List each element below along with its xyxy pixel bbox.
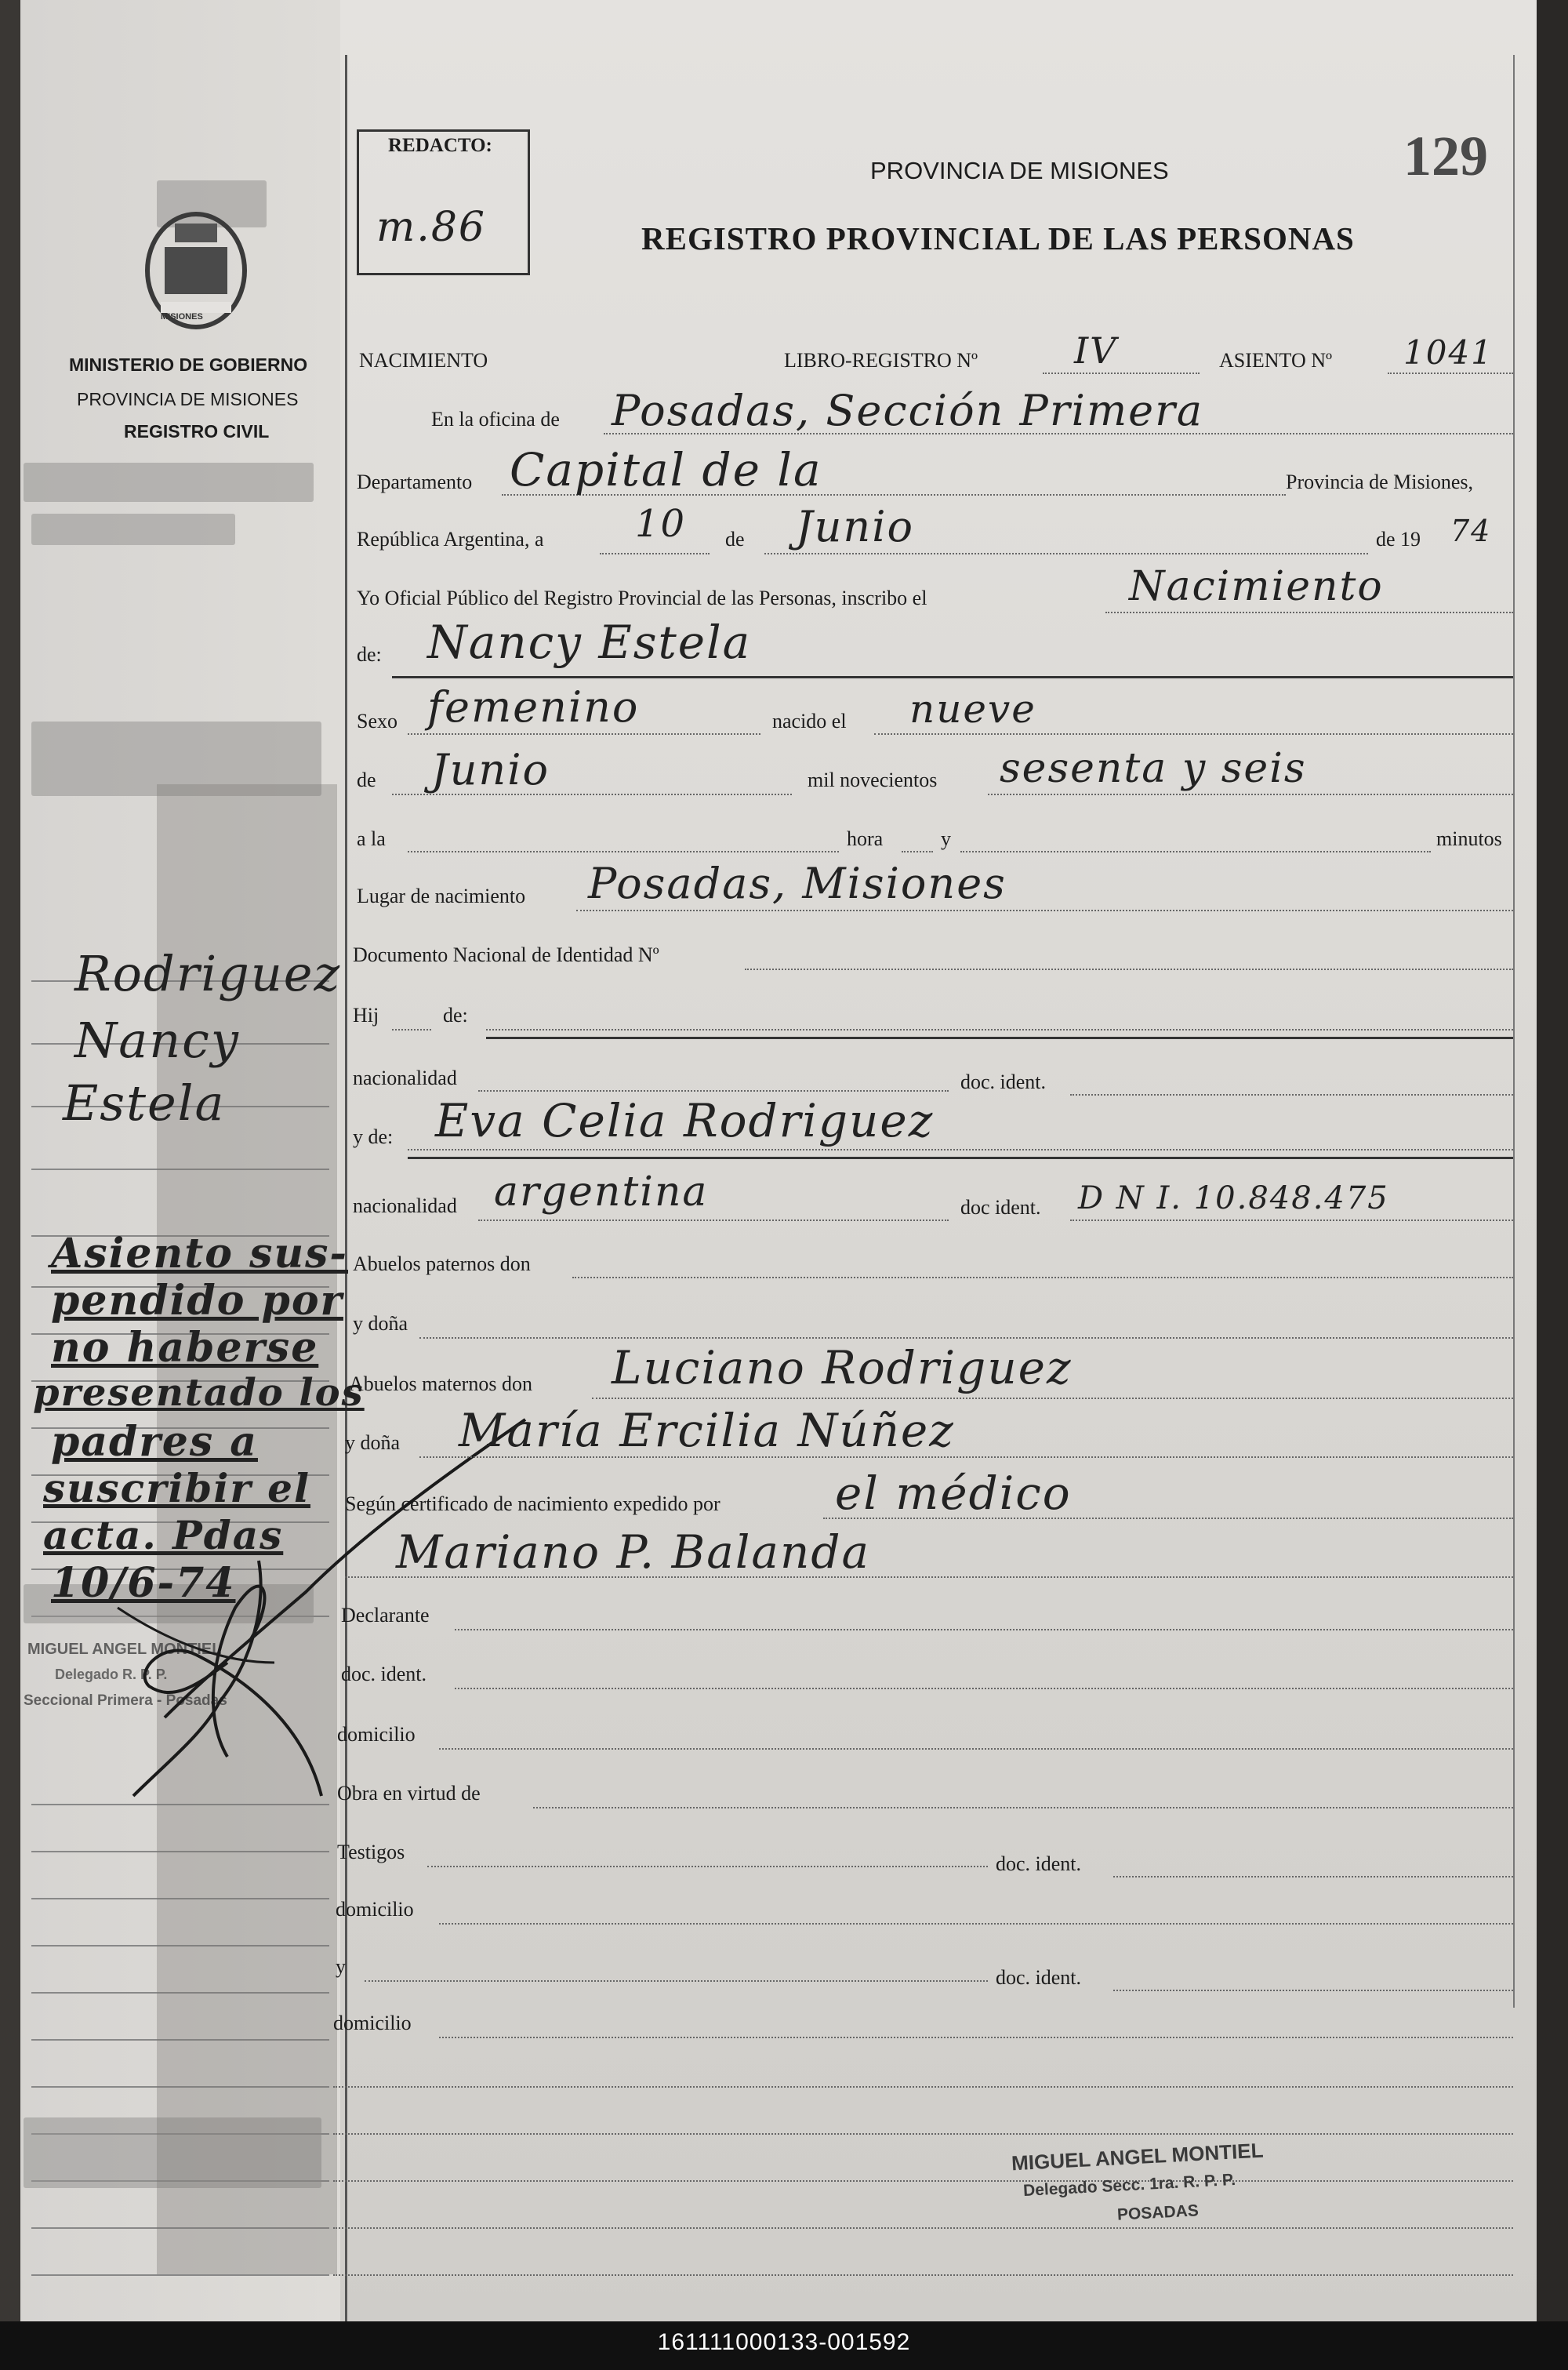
stub-stamp-line: Delegado R. P. P. [55,1667,168,1682]
declarante-label: Declarante [341,1604,430,1627]
stub-civil-registry: REGISTRO CIVIL [124,421,270,442]
stub-stamp-line: Seccional Primera - Posadas [24,1692,227,1709]
stub-province: PROVINCIA DE MISIONES [77,389,299,409]
y-label: y [941,827,951,850]
stub-stamp-line: MIGUEL ANGEL MONTIEL [27,1641,222,1658]
libro-label: LIBRO-REGISTRO Nº [784,349,978,372]
domicilio2-line [439,1923,1513,1925]
asiento-value: 1041 [1403,333,1494,372]
province-title: PROVINCIA DE MISIONES [870,157,1169,184]
stub-ministry: MINISTERIO DE GOBIERNO [69,354,308,375]
blank-line [333,2133,1513,2135]
asiento-line [1388,373,1513,374]
redacto-label: REDACTO: [388,135,492,156]
madre-underline [408,1157,1513,1159]
paper-wear [31,514,235,545]
de2-label: de: [357,643,382,666]
scan-id: 161111000133-001592 [657,2329,911,2355]
stub-rule [31,2274,329,2276]
anio-nac-line [988,794,1513,795]
minutos-label: minutos [1436,827,1502,850]
dia-line [600,553,710,554]
docident-line [1070,1094,1513,1096]
testigo2-line [365,1980,988,1982]
docident3-line [455,1688,1513,1689]
signature-scribble-icon [71,1404,541,1843]
hij-line [392,1029,431,1031]
stub-note-line: presentado los [33,1371,365,1415]
anio-nac-value: sesenta y seis [1000,745,1307,792]
provincia-label: Provincia de Misiones, [1286,471,1474,493]
abuela-pat-line [419,1337,1513,1339]
docident4-label: doc. ident. [996,1852,1082,1875]
inscribo-value: Nacimiento [1129,563,1384,610]
nombre-value: Nancy Estela [427,616,752,669]
docident4-line [1113,1876,1513,1877]
declarante-line [455,1629,1513,1630]
hij-de-label: de: [443,1004,468,1027]
mil-label: mil novecientos [808,769,938,791]
madre-value: Eva Celia Rodriguez [435,1094,935,1147]
nacionalidad2-line [478,1220,949,1221]
de3-label: de [357,769,376,791]
docident3-label: doc. ident. [341,1663,427,1685]
book-binding [0,0,20,2321]
hora-label: hora [847,827,884,850]
docident5-label: doc. ident. [996,1966,1082,1989]
docident-label: doc. ident. [960,1070,1047,1093]
hora-gap-line [902,851,933,852]
domicilio2-label: domicilio [336,1898,414,1921]
ydona-label: y doña [353,1312,408,1335]
stub-note-line: acta. Pdas [43,1512,284,1558]
nacido-value: nueve [909,686,1036,732]
certificado-label: Según certificado de nacimiento expedido por [345,1492,720,1515]
docident2-line [1070,1220,1513,1221]
stub-note-line: suscribir el [43,1465,310,1511]
folio-number: 129 [1403,125,1488,187]
right-rule [1513,55,1515,2008]
abuela-mat-value: María Ercilia Núñez [459,1404,955,1457]
abuelo-mat-value: Luciano Rodriguez [612,1341,1073,1394]
domicilio3-label: domicilio [333,2012,412,2034]
certificado-value: el médico [835,1467,1072,1520]
seal-text: MISIONES [161,312,203,322]
nacido-label: nacido el [772,710,847,732]
domicilio-label: domicilio [337,1723,416,1746]
lugar-line [576,910,1513,911]
yde-label: y de: [353,1125,394,1148]
obra-line [533,1807,1513,1808]
paper-wear [24,463,314,502]
blank-line [333,2180,1513,2182]
mes-nac-value: Junio [431,745,550,794]
ala-label: a la [357,827,386,850]
abuelos-mat-line [592,1398,1513,1399]
de-label: de [725,528,745,551]
stub-note-line: pendido por [51,1277,343,1325]
lugar-value: Posadas, Misiones [588,859,1007,908]
oficina-label: En la oficina de [431,408,560,431]
dni-label: Documento Nacional de Identidad Nº [353,943,659,966]
obra-label: Obra en virtud de [337,1782,481,1805]
stub-surname: Rodriguez [74,945,342,1002]
padre-line [486,1029,1513,1031]
sexo-value: femenino [427,682,640,732]
stub-first-name: Nancy [74,1012,240,1069]
republica-label: República Argentina, a [357,528,544,551]
domicilio3-line [439,2037,1513,2038]
ydona2-label: y doña [345,1431,401,1454]
nacido-line [874,733,1513,735]
blank-line [333,2086,1513,2088]
inscribo-line [1105,612,1513,613]
signature-stamp-name: MIGUEL ANGEL MONTIEL [1011,2138,1265,2176]
stub-note-line: 10/6-74 [51,1559,236,1607]
libro-line [1043,373,1200,374]
y2-label: y [336,1955,346,1978]
nacionalidad2-value: argentina [494,1169,709,1216]
sexo-line [408,733,760,735]
madre-line [408,1149,1513,1150]
yo-label: Yo Oficial Público del Registro Provincial de las Personas, inscribo el [357,587,927,609]
mes-value: Junio [796,502,914,551]
anio-value: 74 [1450,514,1492,548]
nombre-line [392,676,1513,678]
testigos-line [427,1866,988,1867]
departamento-value: Capital de la [510,443,822,496]
redacto-value: m.86 [376,204,487,251]
signature-stamp-role: Delegado Secc. 1ra. R. P. P. [1022,2170,1236,2201]
nacimiento-label: NACIMIENTO [359,349,488,372]
docident5-line [1113,1990,1513,1991]
blank-line [333,2227,1513,2229]
stub-note-line: Asiento sus- [51,1230,349,1278]
domicilio-line [439,1748,1513,1750]
abuelos-mat-label: Abuelos maternos don [349,1372,532,1395]
docident2-value: D N I. 10.848.475 [1078,1180,1389,1216]
padre-underline [486,1037,1513,1039]
mes-line [764,553,1368,554]
dni-line [745,969,1513,970]
medico-value: Mariano P. Balanda [396,1525,871,1579]
nacionalidad-label: nacionalidad [353,1067,457,1089]
hora-line [408,851,839,852]
scan-footer [0,2321,1568,2370]
oficina-value: Posadas, Sección Primera [612,386,1204,435]
docident2-label: doc ident. [960,1196,1041,1219]
dia-value: 10 [635,502,687,546]
libro-value: IV [1074,329,1118,372]
margin-rule [345,55,347,2321]
blank-line [333,2274,1513,2276]
nacionalidad2-label: nacionalidad [353,1194,457,1217]
signature-stamp-city: POSADAS [1116,2201,1200,2224]
anio-label: de 19 [1376,528,1421,551]
sexo-label: Sexo [357,710,397,732]
testigos-label: Testigos [337,1841,405,1863]
stub-middle-name: Estela [63,1074,226,1132]
stub-note-line: no haberse [51,1324,319,1372]
registry-title: REGISTRO PROVINCIAL DE LAS PERSONAS [641,220,1355,256]
hij-label: Hij [353,1004,379,1027]
departamento-label: Departamento [357,471,473,493]
abuelos-pat-label: Abuelos paternos don [353,1252,531,1275]
lugar-label: Lugar de nacimiento [357,885,526,907]
stub-note-line: padres a [51,1418,258,1466]
abuelos-pat-line [572,1277,1513,1278]
minutos-line [960,851,1431,852]
asiento-label: ASIENTO Nº [1219,349,1333,372]
nacionalidad-line [478,1090,949,1092]
